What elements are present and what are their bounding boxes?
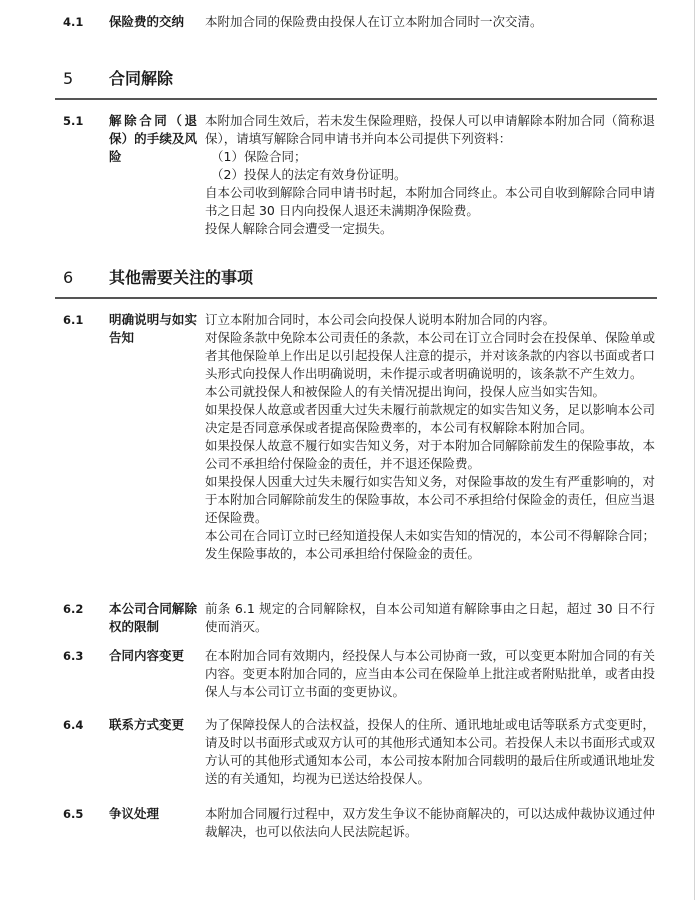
- clause-title: 明确说明与如实告知: [109, 312, 197, 345]
- clause-paragraph: 本公司在合同订立时已经知道投保人未如实告知的情况的，本公司不得解除合同；发生保险事故的，本公司承担给付保险金的责任。: [205, 528, 656, 561]
- clause-number: 6.3: [63, 649, 84, 663]
- section-number: 5: [63, 69, 74, 88]
- clause-paragraph: 本附加合同生效后，若未发生保险理赔，投保人可以申请解除本附加合同（简称退保），请填写解除合同申请书并向本公司提供下列资料：: [205, 113, 656, 146]
- clause-paragraph: 本公司就投保人和被保险人的有关情况提出询问，投保人应当如实告知。: [205, 384, 606, 399]
- clause-title: 保险费的交纳: [109, 14, 185, 29]
- clause-paragraph: 投保人解除合同会遭受一定损失。: [205, 221, 393, 236]
- clause-number: 6.5: [63, 807, 84, 821]
- clause-paragraph: 如果投保人因重大过失未履行如实告知义务，对保险事故的发生有严重影响的，对于本附加合同解除前发生的保险事故，本公司不承担给付保险金的责任，但应当退还保险费。: [205, 474, 656, 525]
- clause-paragraph: 本附加合同的保险费由投保人在订立本附加合同时一次交清。: [205, 14, 543, 29]
- clause-paragraph: 对保险条款中免除本公司责任的条款，本公司在订立合同时会在投保单、保险单或者其他保险单上作出足以引起投保人注意的提示，并对该条款的内容以书面或者口头形式向投保人作出明确说明，未作提示或者明确说明的，该条款不产生效力。: [205, 330, 656, 381]
- clause-paragraph: 如果投保人故意不履行如实告知义务，对于本附加合同解除前发生的保险事故，本公司不承担给付保险金的责任，并不退还保险费。: [205, 438, 656, 471]
- clause-paragraph: 订立本附加合同时，本公司会向投保人说明本附加合同的内容。: [205, 312, 556, 327]
- section-divider: [55, 297, 657, 299]
- clause-paragraph: 为了保障投保人的合法权益，投保人的住所、通讯地址或电话等联系方式变更时，请及时以书面形式或双方认可的其他形式通知本公司。若投保人未以书面形式或双方认可的其他形式通知本公司，本公司按本附加合同载明的最后住所或通讯地址发送的有关通知，均视为已送达给投保人。: [205, 717, 656, 786]
- page-edge-line: [694, 0, 695, 900]
- clause-body: [205, 805, 655, 841]
- clause-number: 6.2: [63, 602, 84, 616]
- section-divider: [55, 98, 657, 100]
- clause-body: [205, 112, 655, 238]
- clause-paragraph: 本附加合同履行过程中，双方发生争议不能协商解决的，可以达成仲裁协议通过仲裁解决，也可以依法向人民法院起诉。: [205, 806, 656, 839]
- clause-paragraph: 在本附加合同有效期内，经投保人与本公司协商一致，可以变更本附加合同的有关内容。变更本附加合同的，应当由本公司在保险单上批注或者附贴批单，或者由投保人与本公司订立书面的变更协议。: [205, 648, 656, 699]
- clause-title: 本公司合同解除权的限制: [109, 601, 197, 634]
- clause-number: 5.1: [63, 114, 84, 128]
- clause-number: 4.1: [63, 15, 84, 29]
- clause-title: 联系方式变更: [109, 717, 185, 732]
- clause-paragraph: 如果投保人故意或者因重大过失未履行前款规定的如实告知义务，足以影响本公司决定是否同意承保或者提高保险费率的，本公司有权解除本附加合同。: [205, 402, 656, 435]
- clause-title: 争议处理: [109, 806, 160, 821]
- clause-paragraph: 前条 6.1 规定的合同解除权，自本公司知道有解除事由之日起，超过 30 日不行使而消灭。: [205, 601, 655, 634]
- clause-body: [205, 600, 655, 636]
- section-number: 6: [63, 268, 74, 287]
- clause-number: 6.1: [63, 313, 84, 327]
- clause-title: 合同内容变更: [109, 648, 185, 663]
- clause-paragraph: 自本公司收到解除合同申请书时起，本附加合同终止。本公司自收到解除合同申请书之日起 30 日内向投保人退还未满期净保险费。: [205, 185, 656, 218]
- clause-title: 解除合同（退保）的手续及风险: [109, 113, 197, 164]
- section-title: 合同解除: [109, 69, 174, 88]
- clause-body: [205, 13, 655, 31]
- clause-list-item: （1）保险合同；: [211, 149, 307, 164]
- section-title: 其他需要关注的事项: [109, 268, 254, 287]
- clause-body: [205, 311, 655, 563]
- clause-body: [205, 716, 655, 788]
- clause-list-item: （2）投保人的法定有效身份证明。: [211, 167, 407, 182]
- clause-body: [205, 647, 655, 701]
- clause-number: 6.4: [63, 718, 84, 732]
